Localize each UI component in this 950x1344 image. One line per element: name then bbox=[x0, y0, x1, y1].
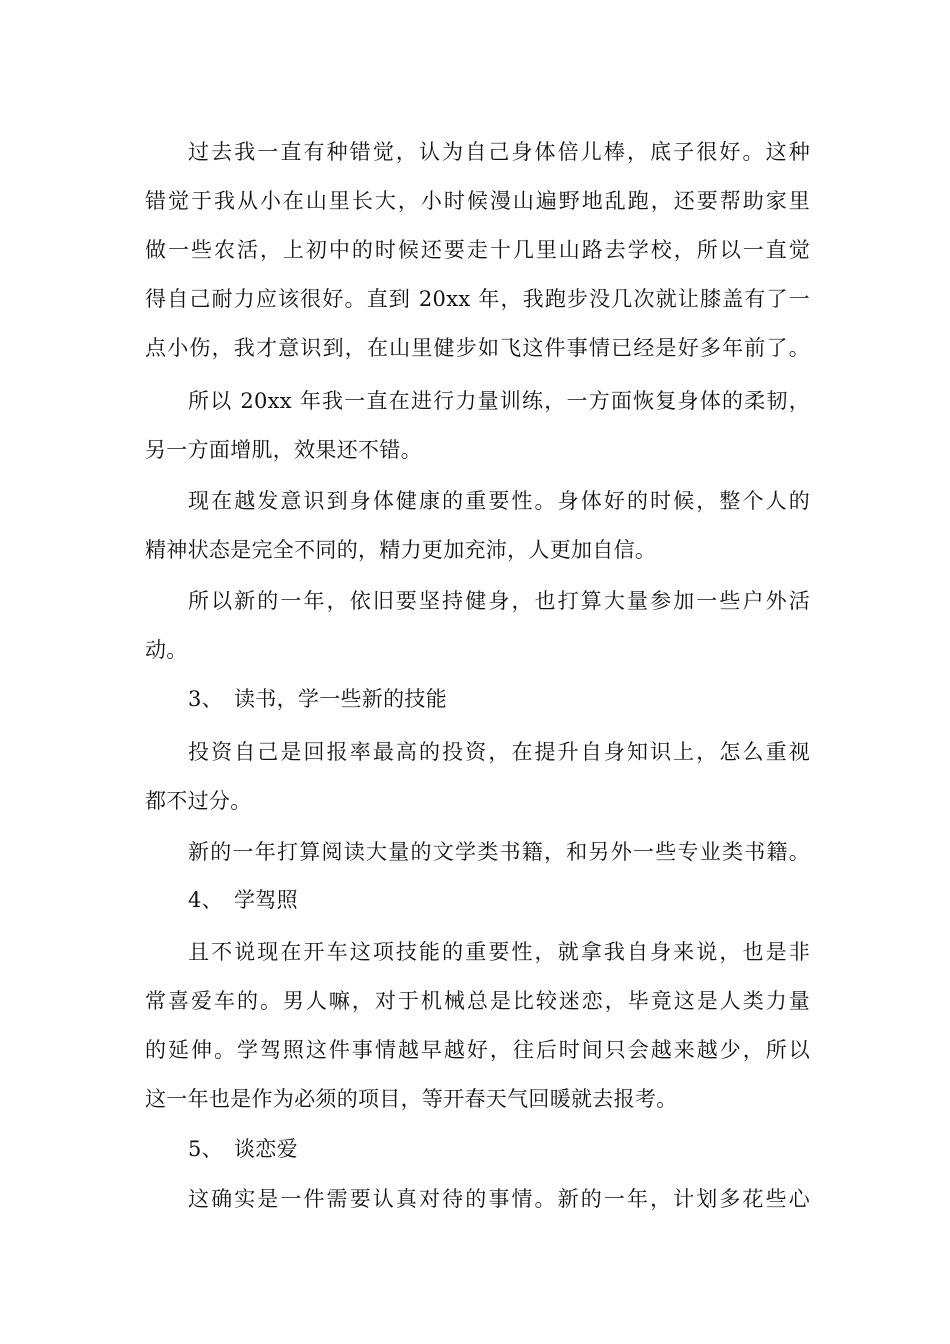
paragraph-line: 都不过分。 bbox=[145, 789, 252, 813]
paragraph-line: 所以 20xx 年我一直在进行力量训练，一方面恢复身体的柔韧， bbox=[188, 389, 810, 413]
section-heading-5 bbox=[188, 1129, 298, 1169]
section-heading-3 bbox=[188, 679, 447, 719]
paragraph-line: 做一些农活，上初中的时候还要走十几里山路去学校，所以一直觉 bbox=[145, 238, 810, 262]
paragraph-line: 这确实是一件需要认真对待的事情。新的一年，计划多花些心 bbox=[188, 1187, 810, 1211]
paragraph-line: 错觉于我从小在山里长大，小时候漫山遍野地乱跑，还要帮助家里 bbox=[145, 189, 810, 213]
section-number: 5、 bbox=[188, 1137, 223, 1161]
paragraph-line: 动。 bbox=[145, 638, 188, 662]
paragraph-line: 现在越发意识到身体健康的重要性。身体好的时候，整个人的 bbox=[188, 489, 810, 513]
paragraph-line: 所以新的一年，依旧要坚持健身，也打算大量参加一些户外活 bbox=[188, 589, 810, 613]
paragraph-line: 这一年也是作为必须的项目，等开春天气回暖就去报考。 bbox=[145, 1087, 678, 1111]
section-number: 4、 bbox=[188, 888, 223, 912]
section-title: 谈恋爱 bbox=[234, 1137, 298, 1161]
paragraph-line: 过去我一直有种错觉，认为自己身体倍儿棒，底子很好。这种 bbox=[188, 140, 810, 164]
paragraph-line: 新的一年打算阅读大量的文学类书籍，和另外一些专业类书籍。 bbox=[188, 840, 810, 864]
paragraph-line: 得自己耐力应该很好。直到 20xx 年，我跑步没几次就让膝盖有了一 bbox=[145, 287, 810, 311]
paragraph-line: 精神状态是完全不同的，精力更加充沛，人更加自信。 bbox=[145, 538, 657, 562]
paragraph-line: 的延伸。学驾照这件事情越早越好，往后时间只会越来越少，所以 bbox=[145, 1038, 810, 1062]
paragraph-line: 另一方面增肌，效果还不错。 bbox=[145, 438, 422, 462]
section-heading-4 bbox=[188, 880, 298, 920]
section-title: 读书，学一些新的技能 bbox=[234, 687, 447, 711]
section-number: 3、 bbox=[188, 687, 223, 711]
paragraph-line: 且不说现在开车这项技能的重要性，就拿我自身来说，也是非 bbox=[188, 940, 810, 964]
paragraph-line: 投资自己是回报率最高的投资，在提升自身知识上，怎么重视 bbox=[188, 740, 810, 764]
section-title: 学驾照 bbox=[234, 888, 298, 912]
paragraph-line: 常喜爱车的。男人嘛，对于机械总是比较迷恋，毕竟这是人类力量 bbox=[145, 989, 810, 1013]
paragraph-line: 点小伤，我才意识到，在山里健步如飞这件事情已经是好多年前了。 bbox=[145, 336, 810, 360]
